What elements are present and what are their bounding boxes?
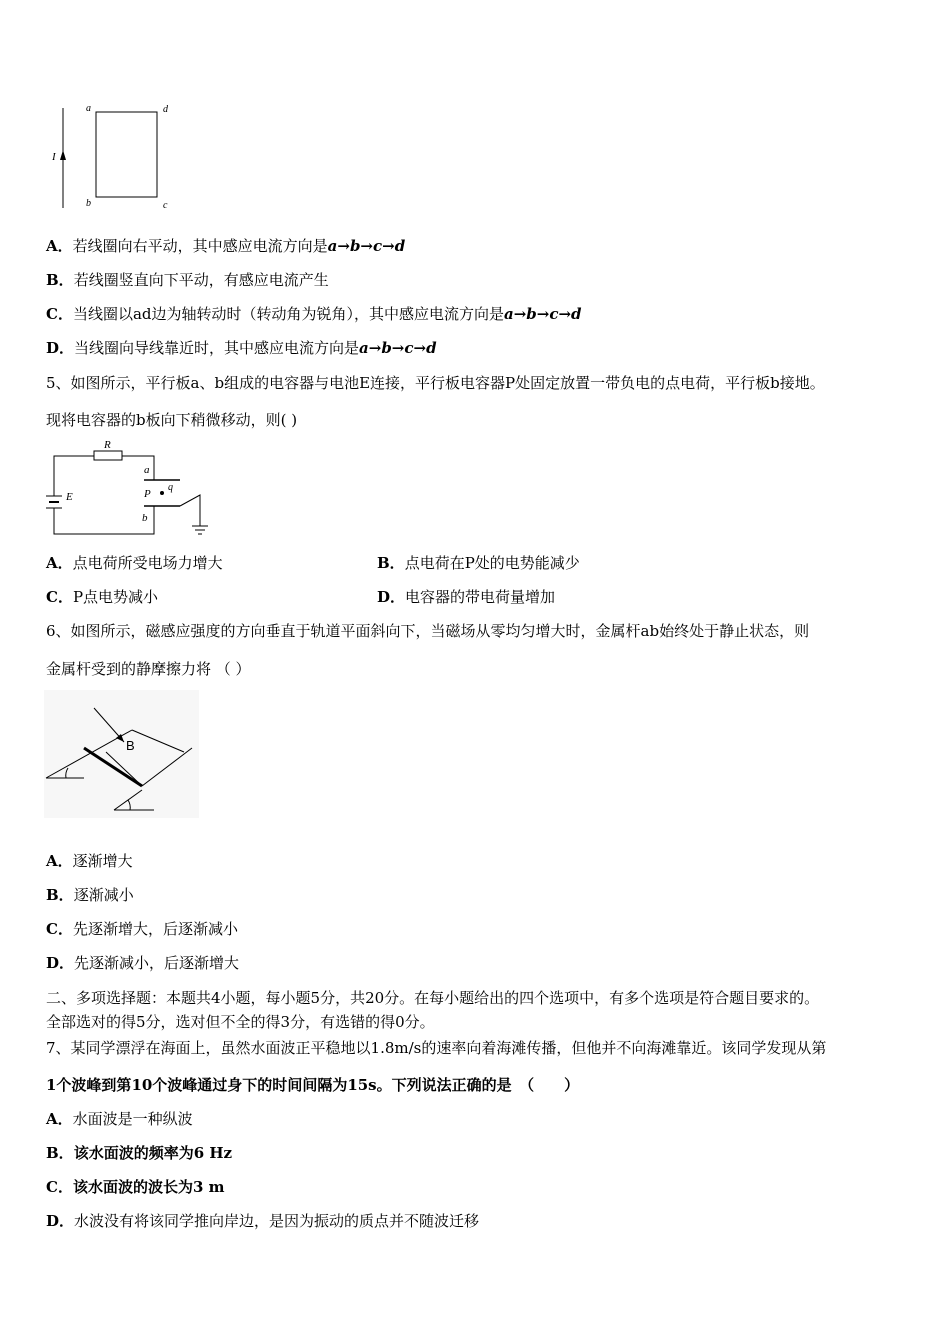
q7-option-d: D．水波没有将该同学推向岸边，是因为振动的质点并不随波迁移 — [46, 1212, 480, 1230]
section2-line2: 全部选对的得5分，选对但不全的得3分，有选错的得0分。 — [46, 1013, 435, 1031]
q4-option-a: A．若线圈向右平动，其中感应电流方向是a→b→c→d — [46, 237, 406, 255]
q5-option-c: C．P点电势减小 — [46, 588, 159, 606]
q6-option-a: A．逐渐增大 — [46, 852, 133, 870]
q5-stem-line2: 现将电容器的b板向下稍微移动，则( ) — [46, 411, 298, 429]
label-b: b — [142, 512, 148, 524]
q5-stem-line1: 5、如图所示，平行板a、b组成的电容器与电池E连接，平行板电容器P处固定放置一带负电的点电荷，平行板b接地。 — [46, 374, 825, 392]
q5-option-a: A．点电荷所受电场力增大 — [46, 554, 223, 572]
label-P: P — [144, 488, 151, 500]
capacitor-circuit-figure — [40, 438, 215, 543]
q5-option-b: B．点电荷在P处的电势能减少 — [377, 554, 580, 572]
label-b: b — [86, 198, 91, 209]
q4-option-d: D．当线圈向导线靠近时，其中感应电流方向是a→b→c→d — [46, 339, 437, 357]
q7-option-a: A．水面波是一种纵波 — [46, 1110, 193, 1128]
wire-loop-figure — [46, 100, 186, 215]
q4-option-c: C．当线圈以ad边为轴转动时（转动角为锐角），其中感应电流方向是a→b→c→d — [46, 305, 582, 323]
q6-option-d: D．先逐渐减小，后逐渐增大 — [46, 954, 240, 972]
label-R: R — [104, 439, 111, 451]
label-a: a — [144, 464, 150, 476]
q7-stem-line2: 1个波峰到第10个波峰通过身下的时间间隔为15s。下列说法正确的是 （ ） — [46, 1076, 580, 1094]
label-I: I — [52, 151, 56, 163]
label-q: q — [168, 482, 173, 493]
q7-option-c: C．该水面波的波长为3 m — [46, 1178, 225, 1196]
q7-stem-line1: 7、某同学漂浮在海面上，虽然水面波正平稳地以1.8m/s的速率向着海滩传播，但他并不向海滩靠近。该同学发现从第 — [46, 1039, 827, 1057]
q4-option-b: B．若线圈竖直向下平动，有感应电流产生 — [46, 271, 329, 289]
q5-option-d: D．电容器的带电荷量增加 — [377, 588, 556, 606]
q6-stem-line2: 金属杆受到的静摩擦力将 （ ） — [46, 660, 251, 678]
q6-stem-line1: 6、如图所示，磁感应强度的方向垂直于轨道平面斜向下，当磁场从零均匀增大时，金属杆ab始终处于静止状态，则 — [46, 622, 810, 640]
label-E: E — [66, 491, 73, 503]
label-d: d — [163, 104, 168, 115]
q6-option-b: B．逐渐减小 — [46, 886, 134, 904]
incline-rails-figure — [44, 690, 199, 818]
label-B: B — [126, 738, 135, 753]
section2-line1: 二、多项选择题：本题共4小题，每小题5分，共20分。在每小题给出的四个选项中，有多个选项是符合题目要求的。 — [46, 989, 820, 1007]
q7-option-b: B．该水面波的频率为6 Hz — [46, 1144, 233, 1162]
q6-option-c: C．先逐渐增大，后逐渐减小 — [46, 920, 238, 938]
label-a: a — [86, 103, 91, 114]
label-c: c — [163, 200, 168, 211]
